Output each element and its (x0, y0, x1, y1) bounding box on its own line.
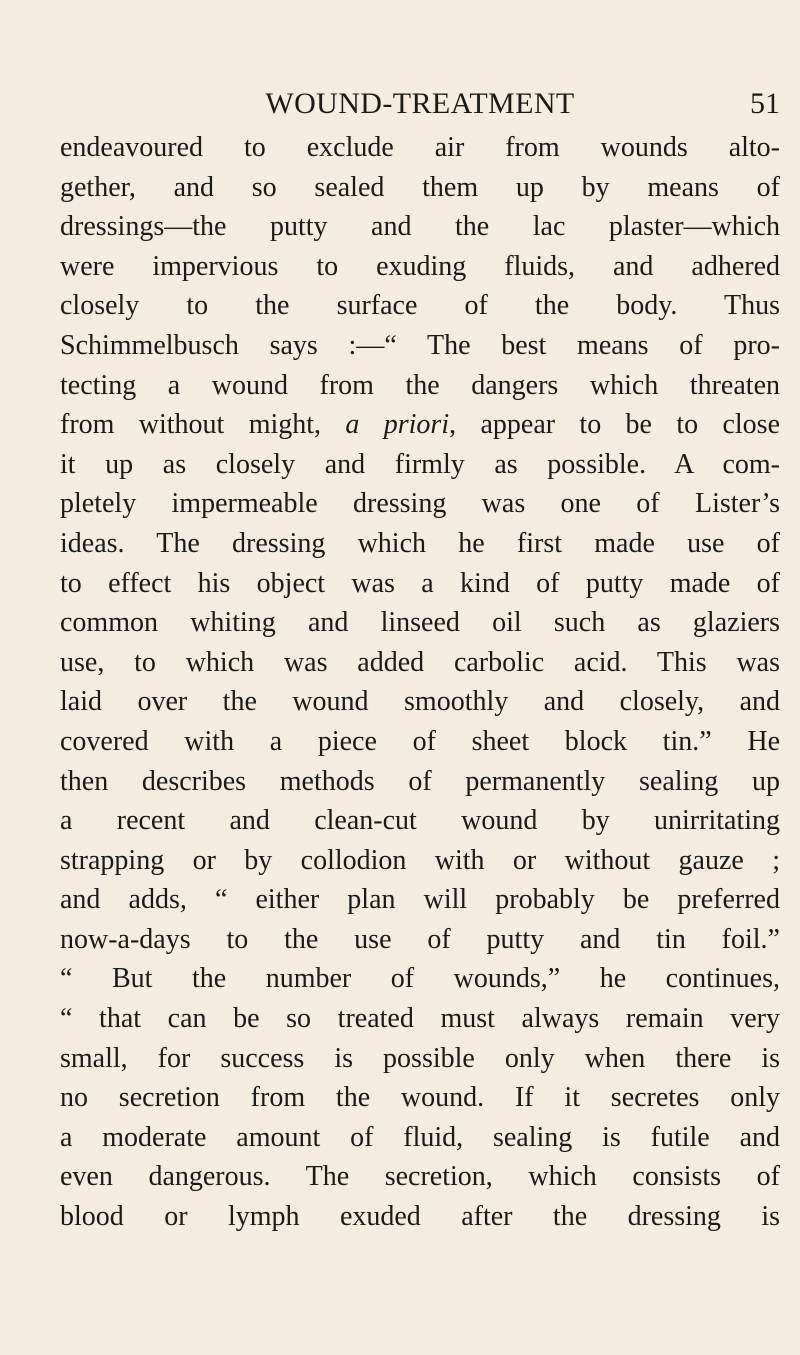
text-segment: from without might, (60, 409, 346, 441)
text-line: dressings—the putty and the lac plaster—which (60, 211, 780, 243)
text-line: now-a-days to the use of putty and tin foil.” (60, 923, 780, 955)
text-line: “ But the number of wounds,” he continues, (60, 963, 780, 995)
running-head-title: WOUND-TREATMENT (265, 87, 575, 120)
text-line: gether, and so sealed them up by means of (60, 171, 780, 203)
text-line: blood or lymph exuded after the dressing is (60, 1201, 780, 1233)
text-line: a moderate amount of fluid, sealing is futile and (60, 1121, 780, 1153)
running-head (58, 84, 782, 124)
text-line: and adds, “ either plan will probably be preferred (60, 884, 780, 916)
text-line: use, to which was added carbolic acid. This was (60, 646, 780, 678)
text-line: laid over the wound smoothly and closely, and (60, 686, 780, 718)
text-line: were impervious to exuding fluids, and adhered (60, 250, 780, 282)
text-line: no secretion from the wound. If it secretes only (60, 1082, 780, 1114)
text-line: endeavoured to exclude air from wounds alto- (60, 132, 780, 163)
text-line: common whiting and linseed oil such as glaziers (60, 607, 780, 639)
text-line: ideas. The dressing which he first made use of (60, 527, 780, 559)
text-line: small, for success is possible only when there is (60, 1042, 780, 1074)
text-line: then describes methods of permanently sealing up (60, 765, 780, 797)
text-line: “ that can be so treated must always remain very (60, 1003, 780, 1035)
text-line-with-italic (60, 405, 780, 445)
text-line: pletely impermeable dressing was one of Lister’s (60, 488, 780, 520)
text-line: even dangerous. The secretion, which consists of (60, 1161, 780, 1193)
text-line: Schimmelbusch says :—“ The best means of pro- (60, 329, 780, 361)
text-line: tecting a wound from the dangers which threaten (60, 369, 780, 401)
text-line: covered with a piece of sheet block tin.” He (60, 725, 780, 757)
text-line: to effect his object was a kind of putty made of (60, 567, 780, 599)
text-line: it up as closely and firmly as possible. A com- (60, 448, 780, 480)
text-line: strapping or by collodion with or without gauze ; (60, 844, 780, 876)
text-line: a recent and clean-cut wound by unirritating (60, 805, 780, 837)
italic-phrase: a priori (345, 409, 450, 441)
body-text (60, 128, 780, 1237)
text-line: closely to the surface of the body. Thus (60, 290, 780, 322)
page-number: 51 (750, 87, 780, 120)
text-segment: , appear to be to close (449, 409, 781, 441)
